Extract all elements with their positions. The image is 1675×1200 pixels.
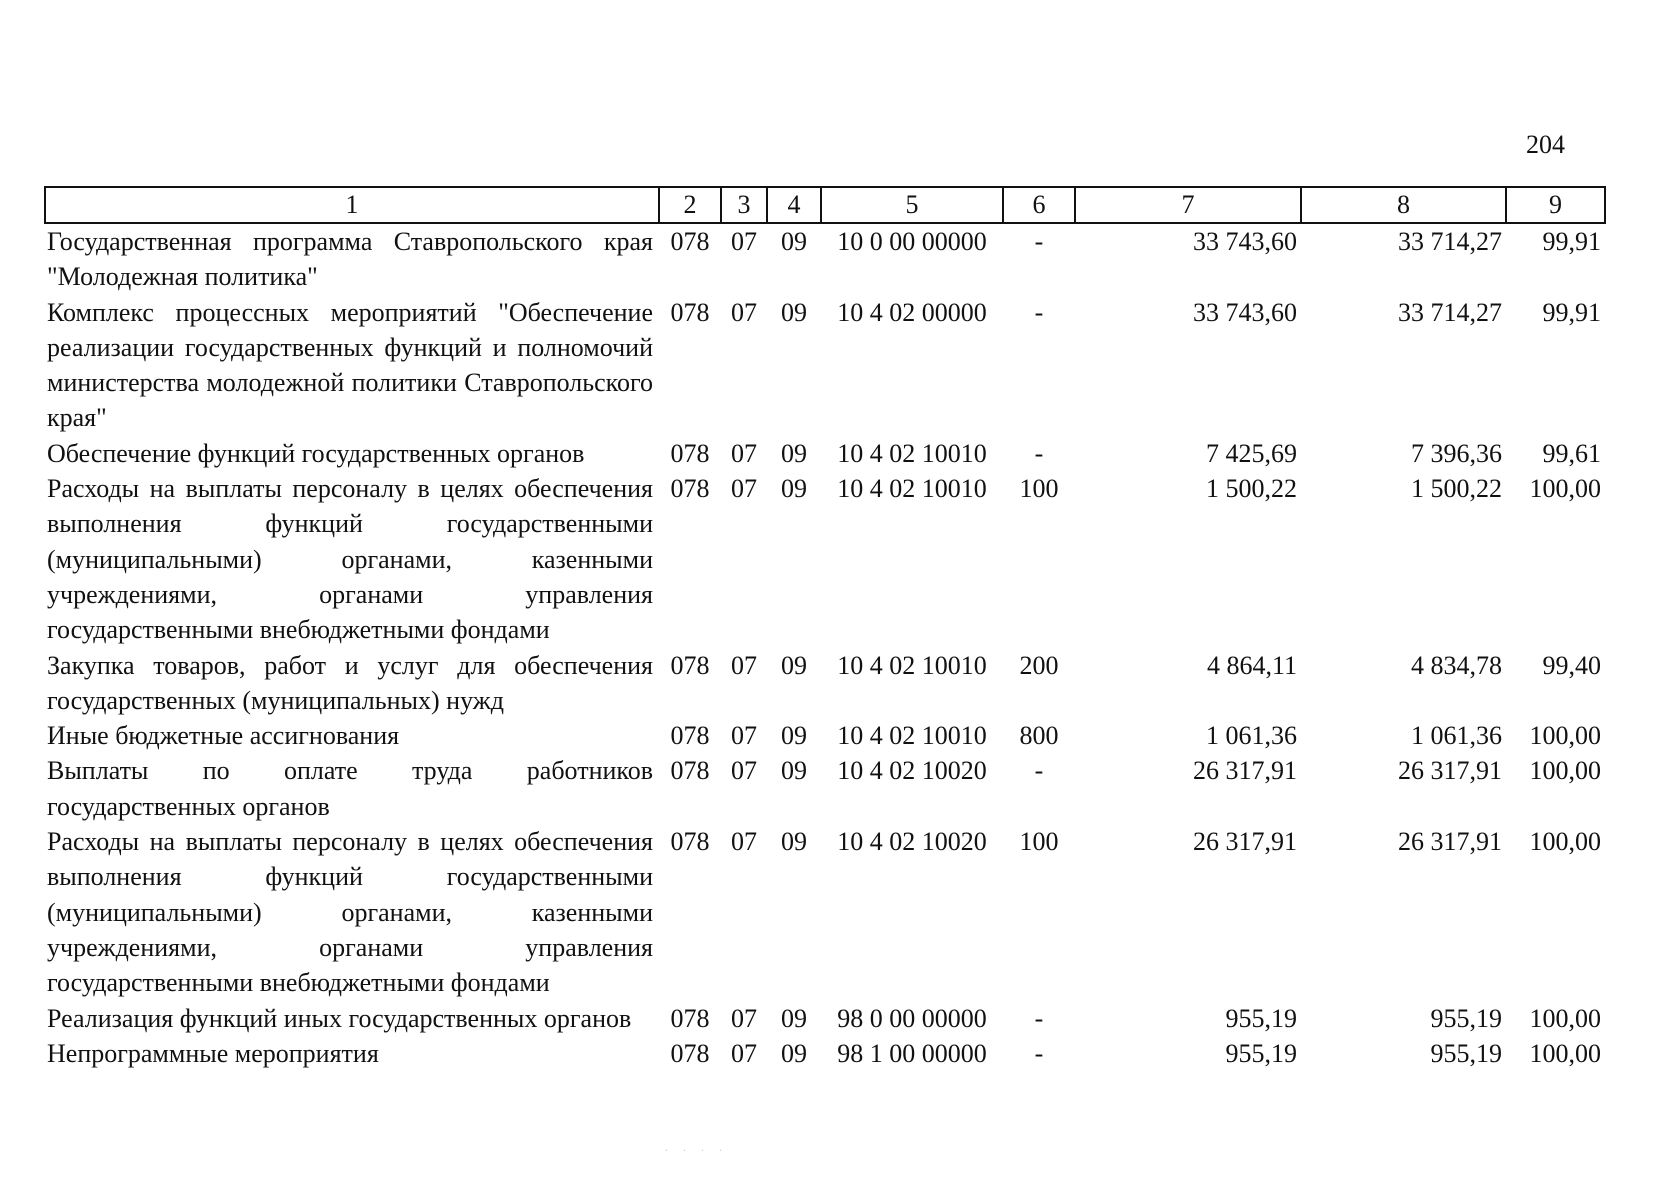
row-name: Закупка товаров, работ и услуг для обеспечения государственных (муниципальных) нужд bbox=[47, 650, 653, 715]
row-name: Непрограммные мероприятия bbox=[47, 1038, 379, 1068]
cell-col-7: 33 743,60 bbox=[1193, 227, 1297, 256]
cell-col-7: 26 317,91 bbox=[1193, 827, 1297, 857]
cell-col-9: 100,00 bbox=[1529, 1038, 1601, 1068]
cell-col-9: 100,00 bbox=[1529, 721, 1601, 751]
cell-col-7: 7 425,69 bbox=[1206, 438, 1297, 468]
cell-col-6: 100 bbox=[1019, 827, 1059, 857]
page-number: 204 bbox=[1526, 130, 1565, 159]
cell-col-4: 09 bbox=[781, 1038, 807, 1068]
table-row bbox=[45, 1036, 1605, 1071]
row-name: Государственная программа Ставропольского края "Молодежная политика" bbox=[47, 227, 653, 292]
cell-col-5: 10 4 02 00000 bbox=[837, 297, 987, 327]
cell-col-4: 09 bbox=[781, 438, 807, 468]
cell-col-5: 10 4 02 10020 bbox=[837, 756, 987, 786]
row-name: Выплаты по оплате труда работников государственных органов bbox=[47, 756, 653, 821]
cell-col-7: 1 500,22 bbox=[1206, 474, 1297, 504]
cell-col-4: 09 bbox=[781, 650, 807, 680]
cell-col-2: 078 bbox=[670, 227, 710, 256]
table-row bbox=[45, 824, 1605, 1000]
cell-col-8: 7 396,36 bbox=[1411, 438, 1502, 468]
table-row bbox=[45, 471, 1605, 647]
header-cell: 2 bbox=[659, 187, 721, 223]
cell-col-4: 09 bbox=[781, 474, 807, 504]
cell-col-3: 07 bbox=[731, 1038, 757, 1068]
cell-col-6: - bbox=[1034, 227, 1044, 256]
cell-col-8: 33 714,27 bbox=[1398, 227, 1502, 256]
cell-col-3: 07 bbox=[731, 474, 757, 504]
table-row bbox=[45, 436, 1605, 471]
cell-col-3: 07 bbox=[731, 297, 757, 327]
row-name: Расходы на выплаты персоналу в целях обеспечения выполнения функций государственными (муниципальными) органами, казенными учреждениями, органами управления государственными внебюджетными фондами bbox=[47, 827, 653, 998]
cell-col-2: 078 bbox=[670, 650, 710, 680]
cell-col-5: 98 1 00 00000 bbox=[837, 1038, 987, 1068]
header-cell: 5 bbox=[821, 187, 1003, 223]
header-cell: 7 bbox=[1075, 187, 1301, 223]
cell-col-6: 200 bbox=[1019, 650, 1059, 680]
cell-col-5: 10 4 02 10020 bbox=[837, 827, 987, 857]
cell-col-8: 955,19 bbox=[1430, 1003, 1502, 1033]
header-cell: 1 bbox=[45, 187, 659, 223]
cell-col-3: 07 bbox=[731, 1003, 757, 1033]
cell-col-3: 07 bbox=[731, 650, 757, 680]
cell-col-5: 10 0 00 00000 bbox=[837, 227, 987, 256]
row-name: Реализация функций иных государственных органов bbox=[47, 1003, 632, 1033]
cell-col-9: 99,61 bbox=[1542, 438, 1601, 468]
cell-col-4: 09 bbox=[781, 1003, 807, 1033]
cell-col-2: 078 bbox=[670, 474, 710, 504]
header-cell: 9 bbox=[1506, 187, 1605, 223]
cell-col-5: 10 4 02 10010 bbox=[837, 650, 987, 680]
cell-col-6: - bbox=[1034, 1003, 1044, 1033]
table-row bbox=[45, 223, 1605, 295]
table-row bbox=[45, 648, 1605, 719]
cell-col-2: 078 bbox=[670, 297, 710, 327]
cell-col-4: 09 bbox=[781, 827, 807, 857]
row-name: Обеспечение функций государственных органов bbox=[47, 438, 585, 468]
scan-artifact: . . . . bbox=[665, 1140, 728, 1154]
cell-col-9: 100,00 bbox=[1529, 474, 1601, 504]
cell-col-9: 100,00 bbox=[1529, 756, 1601, 786]
cell-col-5: 10 4 02 10010 bbox=[837, 438, 987, 468]
row-name: Иные бюджетные ассигнования bbox=[47, 721, 400, 751]
cell-col-7: 26 317,91 bbox=[1193, 756, 1297, 786]
cell-col-5: 10 4 02 10010 bbox=[837, 721, 987, 751]
cell-col-9: 100,00 bbox=[1529, 827, 1601, 857]
table-row bbox=[45, 1001, 1605, 1036]
cell-col-2: 078 bbox=[670, 756, 710, 786]
cell-col-8: 4 834,78 bbox=[1411, 650, 1502, 680]
budget-table bbox=[44, 186, 1606, 1071]
cell-col-3: 07 bbox=[731, 756, 757, 786]
cell-col-7: 4 864,11 bbox=[1206, 650, 1297, 680]
row-name: Расходы на выплаты персоналу в целях обеспечения выполнения функций государственными (муниципальными) органами, казенными учреждениями, органами управления государственными внебюджетными фондами bbox=[47, 474, 653, 645]
cell-col-5: 10 4 02 10010 bbox=[837, 474, 987, 504]
cell-col-6: - bbox=[1034, 756, 1044, 786]
cell-col-7: 955,19 bbox=[1225, 1038, 1297, 1068]
cell-col-2: 078 bbox=[670, 1038, 710, 1068]
cell-col-3: 07 bbox=[731, 721, 757, 751]
cell-col-7: 33 743,60 bbox=[1193, 297, 1297, 327]
cell-col-9: 99,91 bbox=[1542, 297, 1601, 327]
cell-col-8: 1 061,36 bbox=[1411, 721, 1502, 751]
table-row bbox=[45, 295, 1605, 436]
cell-col-6: 800 bbox=[1019, 721, 1059, 751]
table-row bbox=[45, 718, 1605, 753]
cell-col-6: - bbox=[1034, 1038, 1044, 1068]
cell-col-9: 100,00 bbox=[1529, 1003, 1601, 1033]
cell-col-6: - bbox=[1034, 438, 1044, 468]
cell-col-6: 100 bbox=[1019, 474, 1059, 504]
cell-col-9: 99,40 bbox=[1542, 650, 1601, 680]
cell-col-3: 07 bbox=[731, 438, 757, 468]
table-row bbox=[45, 753, 1605, 824]
cell-col-2: 078 bbox=[670, 438, 710, 468]
cell-col-6: - bbox=[1034, 297, 1044, 327]
row-name: Комплекс процессных мероприятий "Обеспечение реализации государственных функций и полномочий министерства молодежной политики Ставропольского края" bbox=[47, 297, 653, 433]
cell-col-8: 33 714,27 bbox=[1398, 297, 1502, 327]
cell-col-4: 09 bbox=[781, 297, 807, 327]
cell-col-8: 26 317,91 bbox=[1398, 756, 1502, 786]
header-cell: 3 bbox=[721, 187, 767, 223]
header-cell: 4 bbox=[767, 187, 821, 223]
cell-col-9: 99,91 bbox=[1542, 227, 1601, 256]
cell-col-3: 07 bbox=[731, 827, 757, 857]
cell-col-2: 078 bbox=[670, 721, 710, 751]
cell-col-4: 09 bbox=[781, 756, 807, 786]
cell-col-8: 26 317,91 bbox=[1398, 827, 1502, 857]
header-row bbox=[45, 187, 1605, 223]
cell-col-7: 1 061,36 bbox=[1206, 721, 1297, 751]
cell-col-7: 955,19 bbox=[1225, 1003, 1297, 1033]
cell-col-8: 955,19 bbox=[1430, 1038, 1502, 1068]
header-cell: 8 bbox=[1301, 187, 1506, 223]
cell-col-4: 09 bbox=[781, 721, 807, 751]
cell-col-8: 1 500,22 bbox=[1411, 474, 1502, 504]
cell-col-5: 98 0 00 00000 bbox=[837, 1003, 987, 1033]
cell-col-2: 078 bbox=[670, 1003, 710, 1033]
cell-col-4: 09 bbox=[781, 227, 807, 256]
cell-col-2: 078 bbox=[670, 827, 710, 857]
cell-col-3: 07 bbox=[731, 227, 757, 256]
header-cell: 6 bbox=[1003, 187, 1075, 223]
